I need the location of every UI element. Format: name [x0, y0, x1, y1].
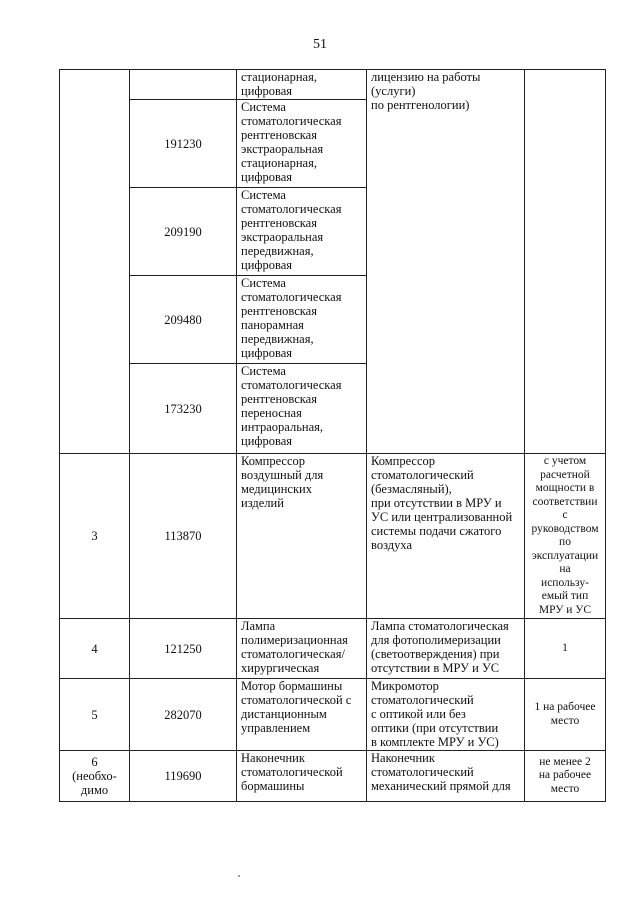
quantity-cell	[525, 70, 606, 454]
code-cell: 121250	[130, 619, 237, 679]
code-cell: 173230	[130, 364, 237, 454]
code-cell: 119690	[130, 751, 237, 802]
name-cell: Компрессор воздушный для медицинских изделий	[237, 454, 367, 619]
analog-cell: Наконечник стоматологический механический прямой для	[367, 751, 525, 802]
row-number-cell	[60, 70, 130, 454]
table-row	[60, 454, 606, 619]
code-cell: 209190	[130, 188, 237, 276]
name-cell: Наконечник стоматологической бормашины	[237, 751, 367, 802]
analog-cell: лицензию на работы (услуги) по рентгенологии)	[367, 70, 525, 454]
equipment-table	[59, 69, 606, 802]
code-cell: 209480	[130, 276, 237, 364]
row-number-cell: 6 (необхо- димо	[60, 751, 130, 802]
table-row	[60, 679, 606, 751]
code-cell: 282070	[130, 679, 237, 751]
quantity-cell: не менее 2 на рабочее место	[525, 751, 606, 802]
quantity-cell: с учетом расчетной мощности в соответствии с руководством по эксплуатации на использу- емый тип МРУ и УС	[525, 454, 606, 619]
analog-cell: Лампа стоматологическая для фотополимеризации (светоотверждения) при отсутствии в МРУ и УС	[367, 619, 525, 679]
page-number: 51	[313, 37, 327, 52]
table-row	[60, 751, 606, 802]
name-cell: стационарная, цифровая	[237, 70, 367, 100]
row-number-cell: 3	[60, 454, 130, 619]
code-cell: 113870	[130, 454, 237, 619]
quantity-cell: 1	[525, 619, 606, 679]
table-row	[60, 619, 606, 679]
name-cell: Мотор бормашины стоматологической с дистанционным управлением	[237, 679, 367, 751]
table-row	[60, 70, 606, 100]
code-cell: 191230	[130, 100, 237, 188]
name-cell: Система стоматологическая рентгеновская экстраоральная передвижная, цифровая	[237, 188, 367, 276]
quantity-cell: 1 на рабочее место	[525, 679, 606, 751]
name-cell: Система стоматологическая рентгеновская панорамная передвижная, цифровая	[237, 276, 367, 364]
row-number-cell: 4	[60, 619, 130, 679]
code-cell	[130, 70, 237, 100]
scan-speck	[238, 875, 240, 877]
analog-cell: Микромотор стоматологический с оптикой или без оптики (при отсутствии в комплекте МРУ и УС)	[367, 679, 525, 751]
analog-cell: Компрессор стоматологический (безмасляный), при отсутствии в МРУ и УС или централизованной системы подачи сжатого воздуха	[367, 454, 525, 619]
name-cell: Система стоматологическая рентгеновская экстраоральная стационарная, цифровая	[237, 100, 367, 188]
name-cell: Лампа полимеризационная стоматологическая/ хирургическая	[237, 619, 367, 679]
row-number-cell: 5	[60, 679, 130, 751]
name-cell: Система стоматологическая рентгеновская переносная интраоральная, цифровая	[237, 364, 367, 454]
